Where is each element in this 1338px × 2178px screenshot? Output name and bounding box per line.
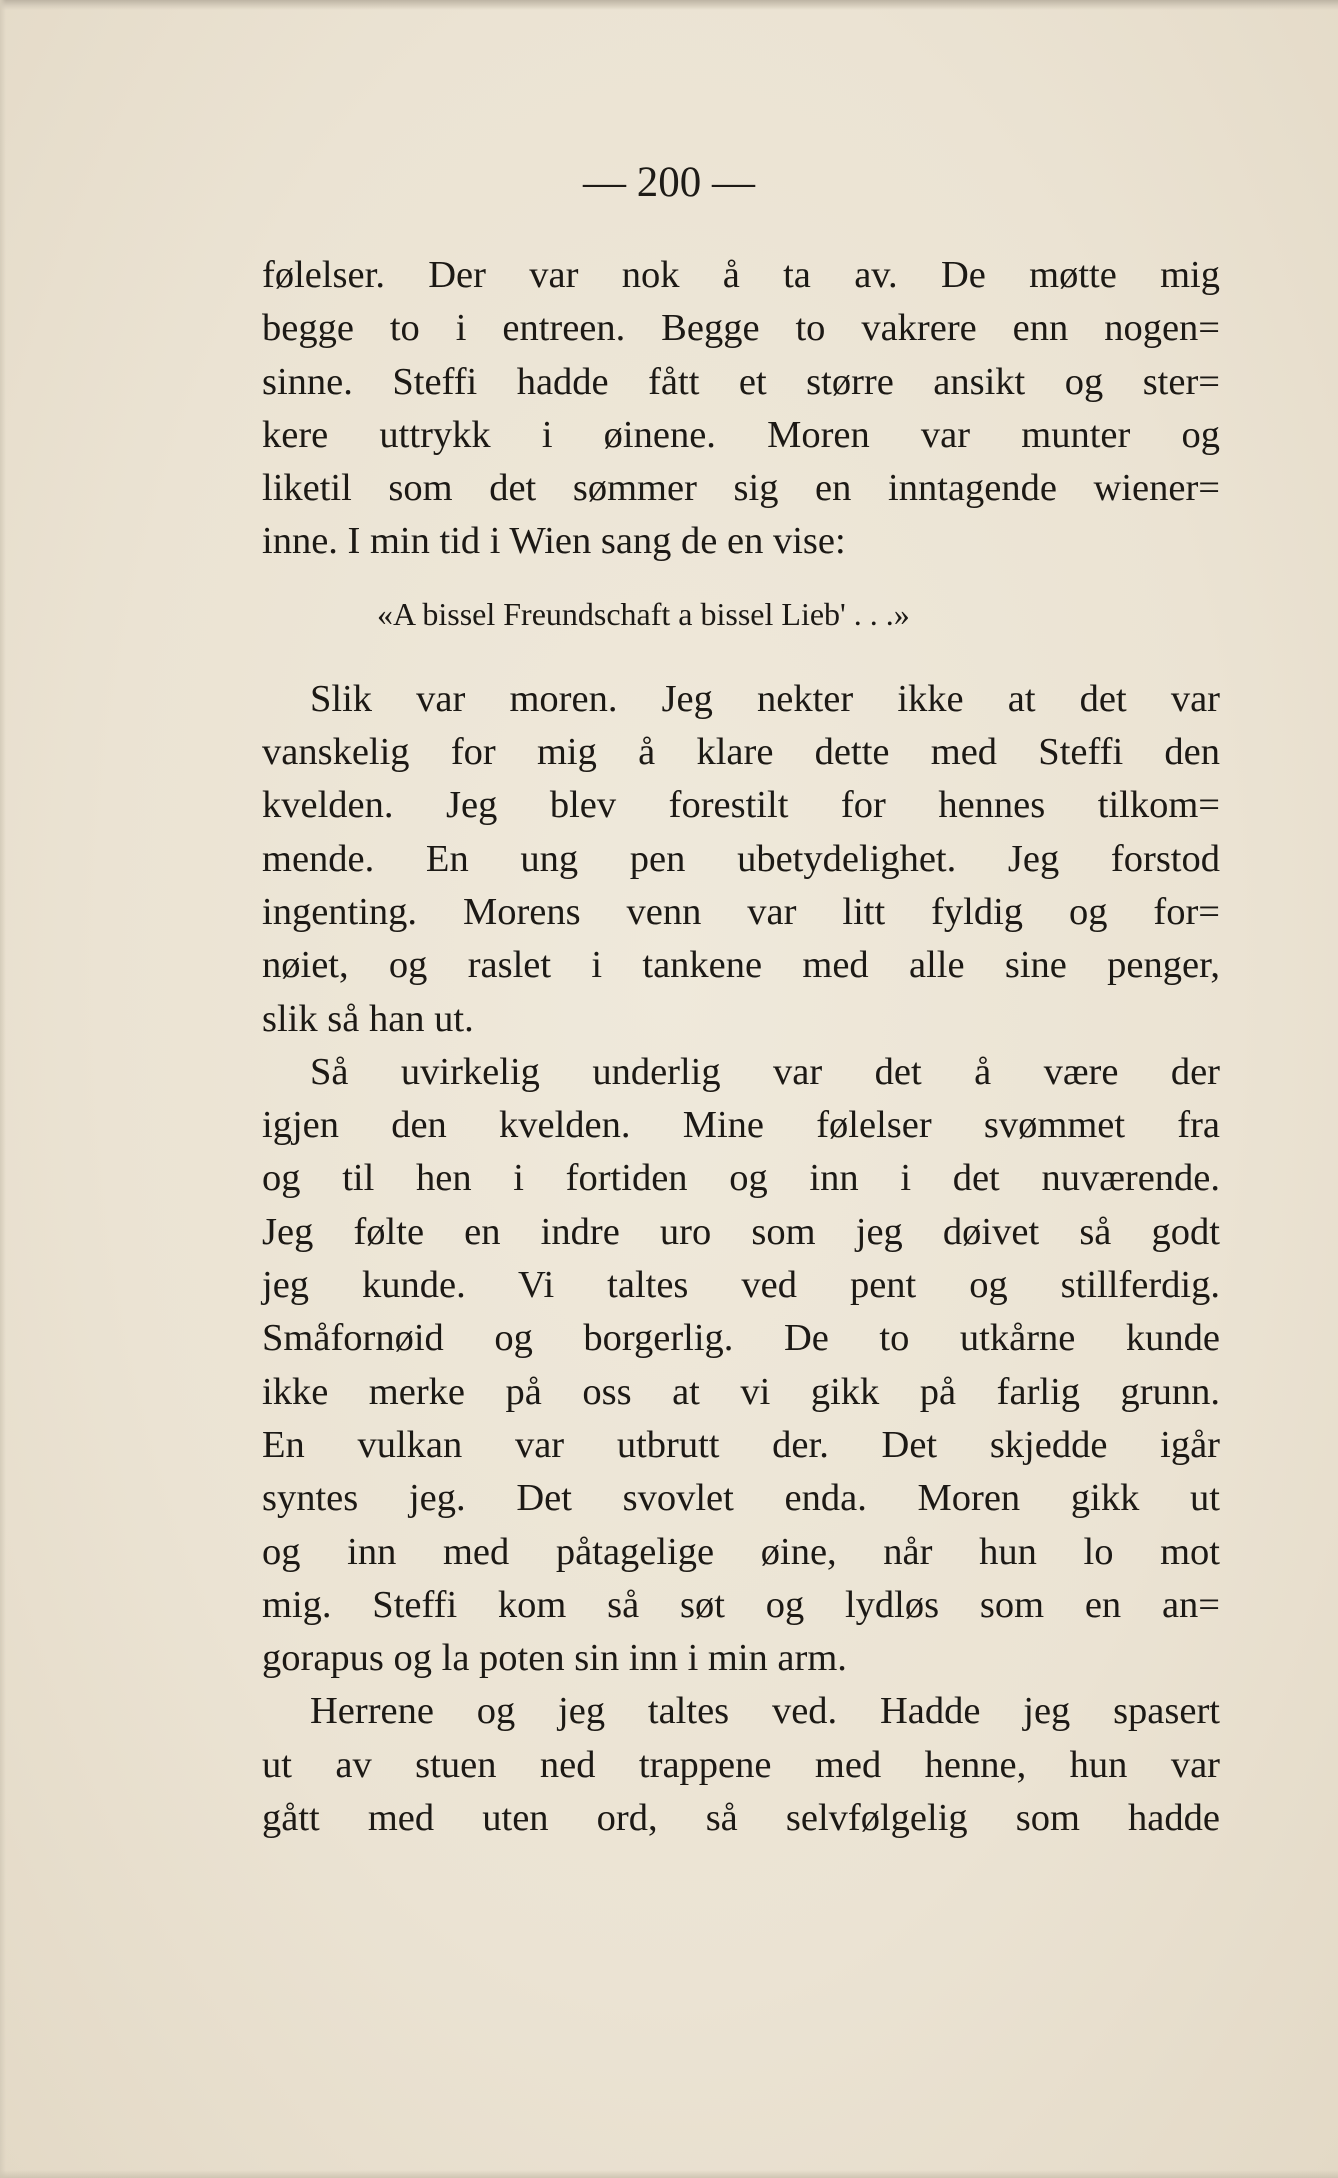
text-line: og inn med påtagelige øine, når hun lo mot — [262, 1530, 1220, 1573]
body-text — [262, 249, 1220, 1845]
page-left-edge — [0, 0, 6, 2178]
paragraph — [262, 1685, 1220, 1845]
text-line: En vulkan var utbrutt der. Det skjedde igår — [262, 1423, 1220, 1466]
text-line: følelser. Der var nok å ta av. De møtte mig — [262, 254, 1220, 296]
text-line: vanskelig for mig å klare dette med Steffi den — [262, 731, 1220, 774]
paragraph — [262, 1046, 1220, 1686]
text-line: gått med uten ord, så selvfølgelig som hadde — [262, 1797, 1220, 1840]
page-number: — 200 — — [583, 159, 755, 206]
text-line: Slik var moren. Jeg nekter ikke at det var — [310, 677, 1220, 720]
text-line: gorapus og la poten sin inn i min arm. — [262, 1637, 847, 1680]
text-line: mig. Steffi kom så søt og lydløs som en an= — [262, 1583, 1220, 1626]
text-line: igjen den kvelden. Mine følelser svømmet fra — [262, 1104, 1220, 1147]
text-line: syntes jeg. Det svovlet enda. Moren gikk ut — [262, 1477, 1220, 1520]
text-line: nøiet, og raslet i tankene med alle sine penger, — [262, 944, 1220, 987]
text-line: kvelden. Jeg blev forestilt for hennes tilkom= — [262, 784, 1220, 827]
text-line: ikke merke på oss at vi gikk på farlig grunn. — [262, 1370, 1220, 1413]
text-line: jeg kunde. Vi taltes ved pent og stillferdig. — [262, 1264, 1220, 1307]
text-line: mende. En ung pen ubetydelighet. Jeg forstod — [262, 837, 1220, 880]
song-quote: «A bissel Freundschaft a bissel Lieb' . . .» — [377, 595, 910, 632]
page-top-edge — [0, 0, 1338, 10]
text-line: ut av stuen ned trappene med henne, hun var — [262, 1743, 1220, 1786]
text-line: Så uvirkelig underlig var det å være der — [310, 1050, 1220, 1093]
text-line: Jeg følte en indre uro som jeg døivet så godt — [262, 1210, 1220, 1253]
text-line: inne. I min tid i Wien sang de en vise: — [262, 520, 846, 563]
paragraph — [262, 673, 1220, 1046]
text-line: sinne. Steffi hadde fått et større ansikt og ster= — [262, 360, 1220, 403]
page-bottom-edge — [0, 2170, 1338, 2178]
text-line: slik så han ut. — [262, 997, 474, 1040]
text-line: liketil som det sømmer sig en inntagende wiener= — [262, 467, 1220, 510]
text-line: ingenting. Morens venn var litt fyldig og for= — [262, 890, 1220, 933]
text-line: begge to i entreen. Begge to vakrere enn nogen= — [262, 307, 1220, 350]
text-line: og til hen i fortiden og inn i det nuværende. — [262, 1157, 1220, 1200]
text-line: Herrene og jeg taltes ved. Hadde jeg spasert — [310, 1690, 1220, 1733]
text-line: kere uttrykk i øinene. Moren var munter og — [262, 413, 1220, 456]
verse-spacing — [262, 641, 1220, 673]
paragraph — [262, 249, 1220, 569]
text-line: Småfornøid og borgerlig. De to utkårne kunde — [262, 1317, 1220, 1360]
